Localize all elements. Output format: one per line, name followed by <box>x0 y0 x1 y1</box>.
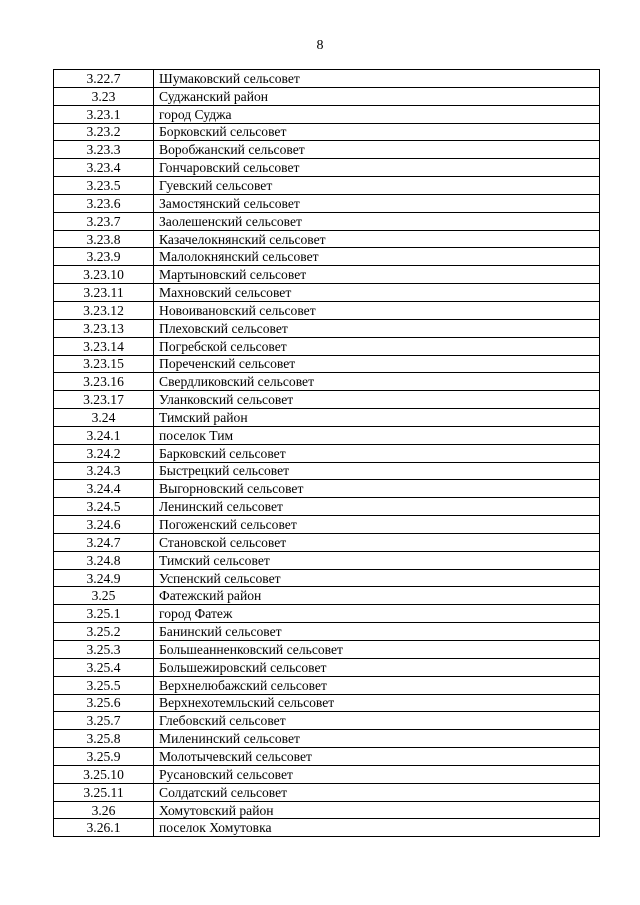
municipality-name-cell: Верхнелюбажский сельсовет <box>154 676 600 694</box>
item-number-cell: 3.23.11 <box>54 284 154 302</box>
item-number-cell: 3.23.3 <box>54 141 154 159</box>
table-row <box>54 105 600 123</box>
municipality-name-cell: Большежировский сельсовет <box>154 658 600 676</box>
item-number-cell: 3.24.7 <box>54 533 154 551</box>
municipality-name-cell: Фатежский район <box>154 587 600 605</box>
municipality-name-cell: Миленинский сельсовет <box>154 730 600 748</box>
item-number-cell: 3.22.7 <box>54 70 154 88</box>
municipality-name-cell: Суджанский район <box>154 87 600 105</box>
municipality-name-cell: Гончаровский сельсовет <box>154 159 600 177</box>
table-row <box>54 426 600 444</box>
item-number-cell: 3.23.5 <box>54 177 154 195</box>
municipality-name-cell: Борковский сельсовет <box>154 123 600 141</box>
municipality-name-cell: поселок Тим <box>154 426 600 444</box>
municipality-name-cell: Верхнехотемльский сельсовет <box>154 694 600 712</box>
table-row <box>54 748 600 766</box>
municipality-name-cell: Успенский сельсовет <box>154 569 600 587</box>
municipality-name-cell: Казачелокнянский сельсовет <box>154 230 600 248</box>
item-number-cell: 3.23.10 <box>54 266 154 284</box>
municipality-name-cell: Тимский район <box>154 409 600 427</box>
table-row <box>54 230 600 248</box>
item-number-cell: 3.25.2 <box>54 623 154 641</box>
municipality-name-cell: Молотычевский сельсовет <box>154 748 600 766</box>
municipality-name-cell: Ленинский сельсовет <box>154 498 600 516</box>
municipality-name-cell: Малолокнянский сельсовет <box>154 248 600 266</box>
item-number-cell: 3.24.5 <box>54 498 154 516</box>
item-number-cell: 3.25.10 <box>54 765 154 783</box>
municipality-name-cell: Банинский сельсовет <box>154 623 600 641</box>
table-row <box>54 70 600 88</box>
municipality-name-cell: Барковский сельсовет <box>154 444 600 462</box>
item-number-cell: 3.23.7 <box>54 212 154 230</box>
item-number-cell: 3.23.1 <box>54 105 154 123</box>
table-row <box>54 177 600 195</box>
table-row <box>54 587 600 605</box>
table-row <box>54 605 600 623</box>
table-row <box>54 444 600 462</box>
item-number-cell: 3.24.4 <box>54 480 154 498</box>
table-row <box>54 248 600 266</box>
municipality-name-cell: Воробжанский сельсовет <box>154 141 600 159</box>
table-row <box>54 284 600 302</box>
table-row <box>54 641 600 659</box>
municipality-name-cell: Быстрецкий сельсовет <box>154 462 600 480</box>
table-row <box>54 783 600 801</box>
municipality-name-cell: город Суджа <box>154 105 600 123</box>
table-row <box>54 712 600 730</box>
municipality-name-cell: поселок Хомутовка <box>154 819 600 837</box>
table-row <box>54 694 600 712</box>
item-number-cell: 3.25.1 <box>54 605 154 623</box>
item-number-cell: 3.24.1 <box>54 426 154 444</box>
item-number-cell: 3.23.9 <box>54 248 154 266</box>
table-row <box>54 623 600 641</box>
table-row <box>54 480 600 498</box>
municipality-name-cell: Русановский сельсовет <box>154 765 600 783</box>
table-row <box>54 765 600 783</box>
table-row <box>54 194 600 212</box>
table-row <box>54 498 600 516</box>
table-row <box>54 676 600 694</box>
table-row <box>54 87 600 105</box>
item-number-cell: 3.26.1 <box>54 819 154 837</box>
table-row <box>54 533 600 551</box>
table-row <box>54 658 600 676</box>
item-number-cell: 3.23.8 <box>54 230 154 248</box>
item-number-cell: 3.24.9 <box>54 569 154 587</box>
table-row <box>54 391 600 409</box>
table-row <box>54 462 600 480</box>
page-number: 8 <box>316 38 324 53</box>
item-number-cell: 3.24.8 <box>54 551 154 569</box>
item-number-cell: 3.24.2 <box>54 444 154 462</box>
table-row <box>54 141 600 159</box>
table-row <box>54 409 600 427</box>
table-row <box>54 801 600 819</box>
municipality-name-cell: Хомутовский район <box>154 801 600 819</box>
item-number-cell: 3.25.3 <box>54 641 154 659</box>
municipality-name-cell: Тимский сельсовет <box>154 551 600 569</box>
table-body <box>54 70 600 837</box>
item-number-cell: 3.25.5 <box>54 676 154 694</box>
item-number-cell: 3.25.4 <box>54 658 154 676</box>
table-row <box>54 819 600 837</box>
item-number-cell: 3.23.14 <box>54 337 154 355</box>
municipality-name-cell: Шумаковский сельсовет <box>154 70 600 88</box>
municipality-name-cell: Большеанненковский сельсовет <box>154 641 600 659</box>
municipality-name-cell: Свердликовский сельсовет <box>154 373 600 391</box>
item-number-cell: 3.23.15 <box>54 355 154 373</box>
item-number-cell: 3.25 <box>54 587 154 605</box>
table-row <box>54 337 600 355</box>
item-number-cell: 3.23 <box>54 87 154 105</box>
municipality-name-cell: Выгорновский сельсовет <box>154 480 600 498</box>
municipality-table <box>53 69 600 837</box>
item-number-cell: 3.23.13 <box>54 319 154 337</box>
item-number-cell: 3.25.7 <box>54 712 154 730</box>
table-row <box>54 373 600 391</box>
table-row <box>54 301 600 319</box>
item-number-cell: 3.23.2 <box>54 123 154 141</box>
municipality-name-cell: Мартыновский сельсовет <box>154 266 600 284</box>
municipality-name-cell: Плеховский сельсовет <box>154 319 600 337</box>
item-number-cell: 3.24 <box>54 409 154 427</box>
item-number-cell: 3.26 <box>54 801 154 819</box>
table-row <box>54 355 600 373</box>
municipality-name-cell: Заолешенский сельсовет <box>154 212 600 230</box>
municipality-name-cell: Глебовский сельсовет <box>154 712 600 730</box>
table-row <box>54 551 600 569</box>
item-number-cell: 3.23.16 <box>54 373 154 391</box>
table-row <box>54 212 600 230</box>
municipality-name-cell: Солдатский сельсовет <box>154 783 600 801</box>
item-number-cell: 3.24.6 <box>54 516 154 534</box>
table-row <box>54 516 600 534</box>
item-number-cell: 3.23.4 <box>54 159 154 177</box>
table-row <box>54 730 600 748</box>
item-number-cell: 3.25.11 <box>54 783 154 801</box>
municipality-name-cell: Погоженский сельсовет <box>154 516 600 534</box>
municipality-name-cell: Замостянский сельсовет <box>154 194 600 212</box>
municipality-name-cell: Уланковский сельсовет <box>154 391 600 409</box>
item-number-cell: 3.23.12 <box>54 301 154 319</box>
item-number-cell: 3.25.8 <box>54 730 154 748</box>
municipality-name-cell: Пореченский сельсовет <box>154 355 600 373</box>
table-row <box>54 159 600 177</box>
municipality-name-cell: Погребской сельсовет <box>154 337 600 355</box>
table-row <box>54 123 600 141</box>
item-number-cell: 3.25.6 <box>54 694 154 712</box>
table-row <box>54 319 600 337</box>
item-number-cell: 3.24.3 <box>54 462 154 480</box>
item-number-cell: 3.23.6 <box>54 194 154 212</box>
table-row <box>54 266 600 284</box>
municipality-name-cell: Махновский сельсовет <box>154 284 600 302</box>
table-row <box>54 569 600 587</box>
item-number-cell: 3.23.17 <box>54 391 154 409</box>
municipality-name-cell: Новоивановский сельсовет <box>154 301 600 319</box>
municipality-name-cell: город Фатеж <box>154 605 600 623</box>
item-number-cell: 3.25.9 <box>54 748 154 766</box>
municipality-name-cell: Гуевский сельсовет <box>154 177 600 195</box>
municipality-name-cell: Становской сельсовет <box>154 533 600 551</box>
